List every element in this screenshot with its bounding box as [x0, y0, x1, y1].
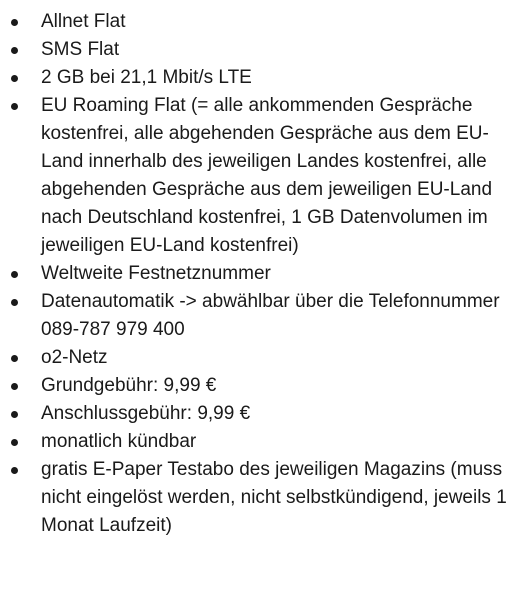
bullet-icon	[11, 439, 18, 446]
feature-item-eu-roaming	[0, 92, 518, 260]
bullet-icon	[11, 411, 18, 418]
feature-item-landline-number	[0, 260, 518, 288]
bullet-icon	[11, 75, 18, 82]
feature-item-data-automatic	[0, 288, 518, 344]
feature-item-sms-flat	[0, 36, 518, 64]
feature-item-epaper-trial	[0, 456, 518, 540]
bullet-icon	[11, 467, 18, 474]
feature-item-connection-fee	[0, 400, 518, 428]
tariff-details	[0, 8, 518, 540]
feature-text: EU Roaming Flat (= alle ankommenden Gespräche kostenfrei, alle abgehenden Gespräche aus dem EU-Land innerhalb des jeweiligen Landes kostenfrei, alle abgehenden Gespräche aus dem jeweiligen EU-Land nach Deutschland kostenfrei, 1 GB Datenvolumen im jeweiligen EU-Land kostenfrei)	[41, 95, 493, 256]
feature-text: SMS Flat	[41, 39, 120, 60]
bullet-icon	[11, 19, 18, 26]
feature-item-data-volume	[0, 64, 518, 92]
feature-text: Grundgebühr: 9,99 €	[41, 375, 217, 396]
bullet-icon	[11, 299, 18, 306]
feature-text: Allnet Flat	[41, 11, 126, 32]
feature-text: 2 GB bei 21,1 Mbit/s LTE	[41, 67, 252, 88]
bullet-icon	[11, 383, 18, 390]
feature-text: o2-Netz	[41, 347, 108, 368]
feature-item-allnet-flat	[0, 8, 518, 36]
bullet-icon	[11, 47, 18, 54]
feature-text: Anschlussgebühr: 9,99 €	[41, 403, 251, 424]
bullet-icon	[11, 271, 18, 278]
feature-list	[0, 8, 518, 540]
feature-text: Datenautomatik -> abwählbar über die Telefonnummer 089-787 979 400	[41, 291, 500, 340]
feature-item-network	[0, 344, 518, 372]
feature-item-base-fee	[0, 372, 518, 400]
bullet-icon	[11, 355, 18, 362]
feature-text: Weltweite Festnetznummer	[41, 263, 271, 284]
bullet-icon	[11, 103, 18, 110]
feature-text: gratis E-Paper Testabo des jeweiligen Magazins (muss nicht eingelöst werden, nicht selbstkündigend, jeweils 1 Monat Laufzeit)	[41, 459, 507, 536]
feature-item-monthly-cancellable	[0, 428, 518, 456]
feature-text: monatlich kündbar	[41, 431, 197, 452]
